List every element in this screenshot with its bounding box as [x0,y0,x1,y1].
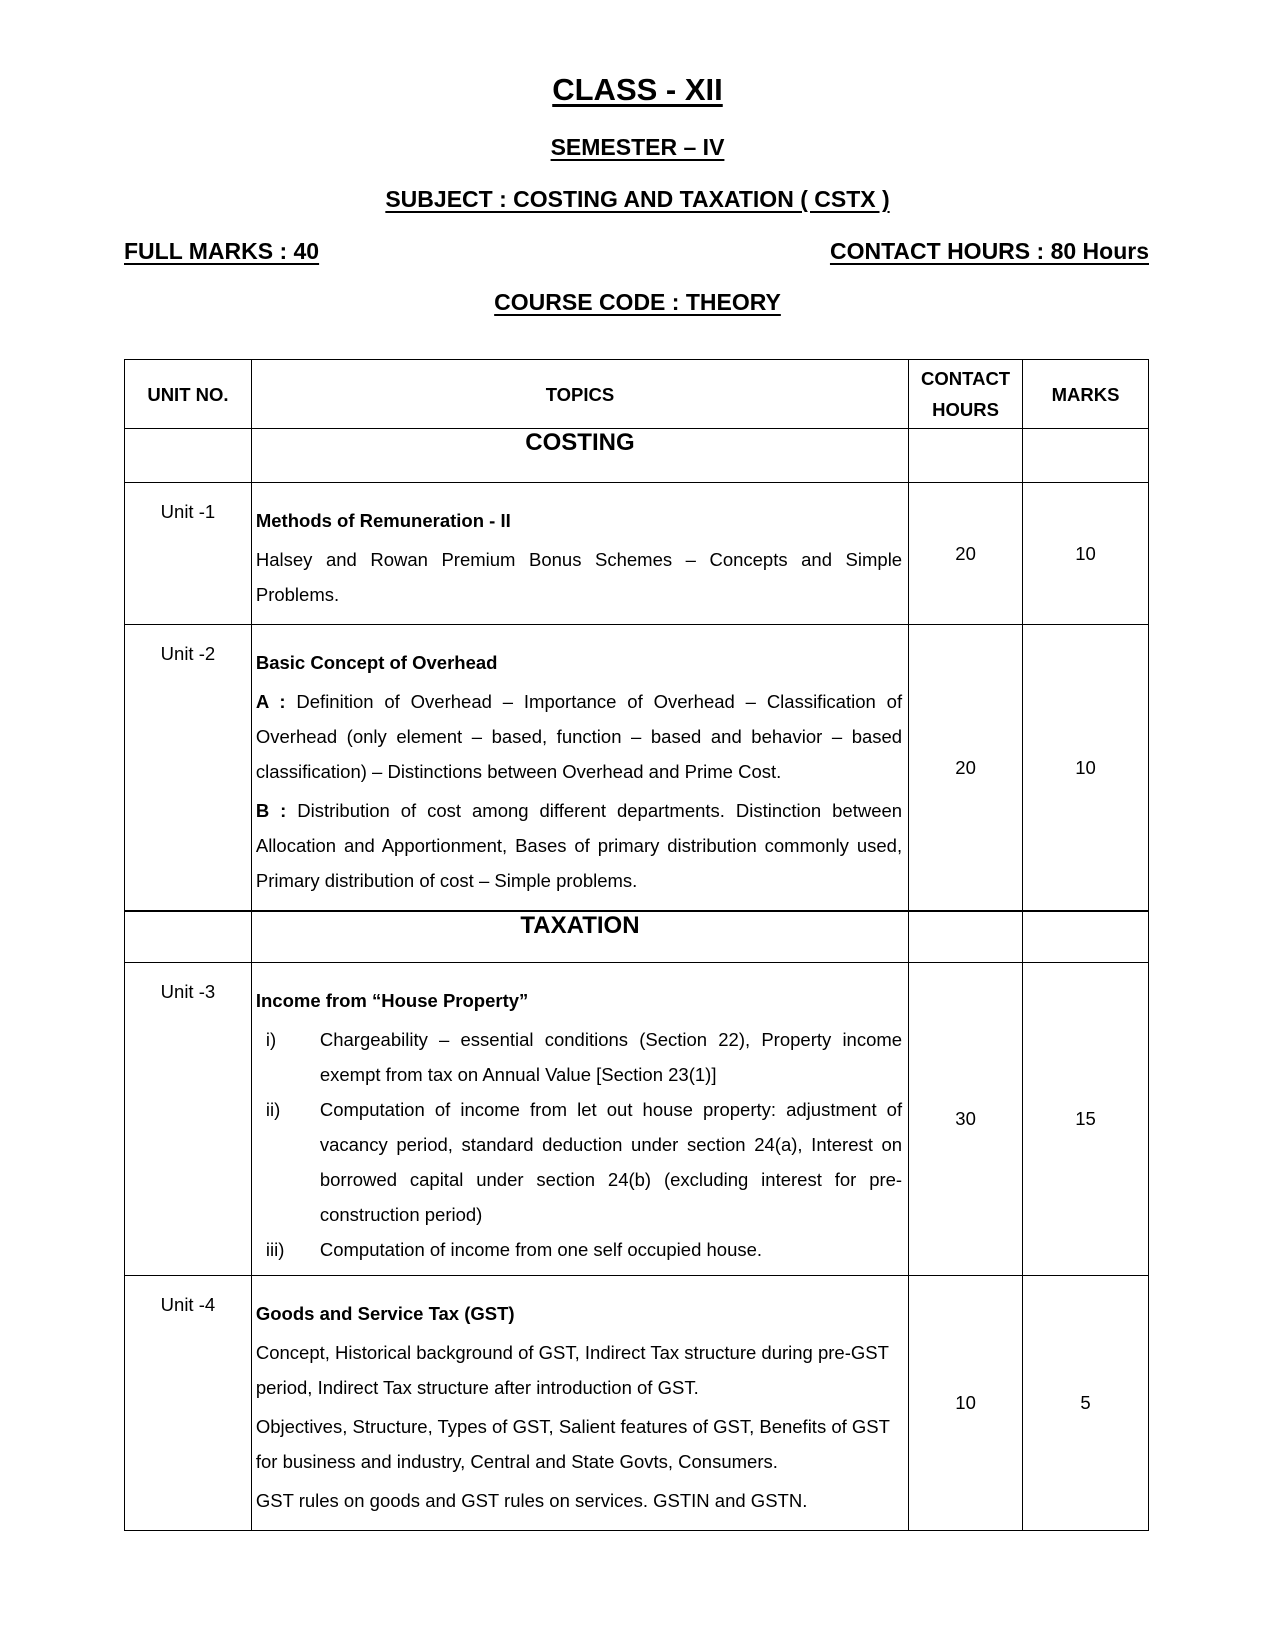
class-title: CLASS - XII [552,72,723,107]
contact-hours-header-text: CONTACT HOURS [921,368,1011,420]
marks-value: 5 [1023,1276,1149,1531]
topic-cell [251,963,908,1276]
unit-number: Unit -1 [125,483,252,625]
list-item [256,1022,902,1092]
topic-title: Basic Concept of Overhead [255,652,498,673]
topic-cell [251,625,908,912]
list-text: Computation of income from one self occupied house. [319,1239,763,1260]
section-row-costing [125,429,1149,483]
marks-value: 15 [1023,963,1149,1276]
section-title-costing: COSTING [251,429,908,483]
course-code: COURSE CODE : THEORY [494,289,781,315]
contact-hours-value: 20 [909,483,1023,625]
list-text: Computation of income from let out house property: adjustment of vacancy period, standard deduction under section 24(a), Interest on borrowed capital under section 24(b) (excluding interest for pre-construction period) [319,1099,903,1225]
part-label: B : [255,800,287,821]
table-row [125,483,1149,625]
list-text: Chargeability – essential conditions (Section 22), Property income exempt from tax on Annual Value [Section 23(1)] [319,1029,903,1085]
unit-number: Unit -2 [125,625,252,912]
section-row-taxation [125,911,1149,963]
unit-number: Unit -3 [125,963,252,1276]
list-marker: ii) [265,1099,281,1120]
table-header-row [125,360,1149,429]
topic-title: Income from “House Property” [255,990,529,1011]
column-header-unit: UNIT NO. [125,360,252,429]
marks-value: 10 [1023,483,1149,625]
contact-hours-value: 20 [909,625,1023,912]
topic-paragraph: Halsey and Rowan Premium Bonus Schemes – Concepts and Simple Problems. [255,549,903,605]
contact-hours-value: 10 [909,1276,1023,1531]
list-item [256,1092,902,1232]
list-marker: iii) [265,1239,285,1260]
section-title-taxation: TAXATION [251,911,908,963]
contact-hours-total: CONTACT HOURS : 80 Hours [829,238,1149,264]
topic-cell [251,483,908,625]
column-header-topics: TOPICS [251,360,908,429]
full-marks: FULL MARKS : 40 [124,238,320,264]
topic-paragraph-a [256,684,902,789]
column-header-marks: MARKS [1023,360,1149,429]
topic-paragraph: GST rules on goods and GST rules on services. GSTIN and GSTN. [255,1490,808,1511]
table-row [125,963,1149,1276]
syllabus-table [124,359,1149,1531]
topic-paragraph: Concept, Historical background of GST, Indirect Tax structure during pre-GST period, Indirect Tax structure after introduction of GST. [255,1342,889,1398]
column-header-contact-hours [909,360,1023,429]
list-marker: i) [265,1029,277,1050]
subject-heading: SUBJECT : COSTING AND TAXATION ( CSTX ) [385,186,890,212]
topic-title: Methods of Remuneration - II [255,510,511,531]
topic-title: Goods and Service Tax (GST) [255,1303,515,1324]
table-row [125,625,1149,912]
part-label: A : [255,691,286,712]
topic-cell [251,1276,908,1531]
list-item [256,1232,902,1267]
semester-heading: SEMESTER – IV [550,134,725,160]
table-row [125,1276,1149,1531]
marks-value: 10 [1023,625,1149,912]
contact-hours-value: 30 [909,963,1023,1276]
part-text: Distribution of cost among different departments. Distinction between Allocation and Apportionment, Bases of primary distribution commonly used, Primary distribution of cost – Simple problems. [255,800,903,891]
unit-number: Unit -4 [125,1276,252,1531]
topic-paragraph-b [256,793,902,898]
topic-paragraph: Objectives, Structure, Types of GST, Salient features of GST, Benefits of GST for business and industry, Central and State Govts, Consumers. [255,1416,890,1472]
part-text: Definition of Overhead – Importance of Overhead – Classification of Overhead (only element – based, function – based and behavior – based classification) – Distinctions between Overhead and Prime Cost. [255,691,903,782]
